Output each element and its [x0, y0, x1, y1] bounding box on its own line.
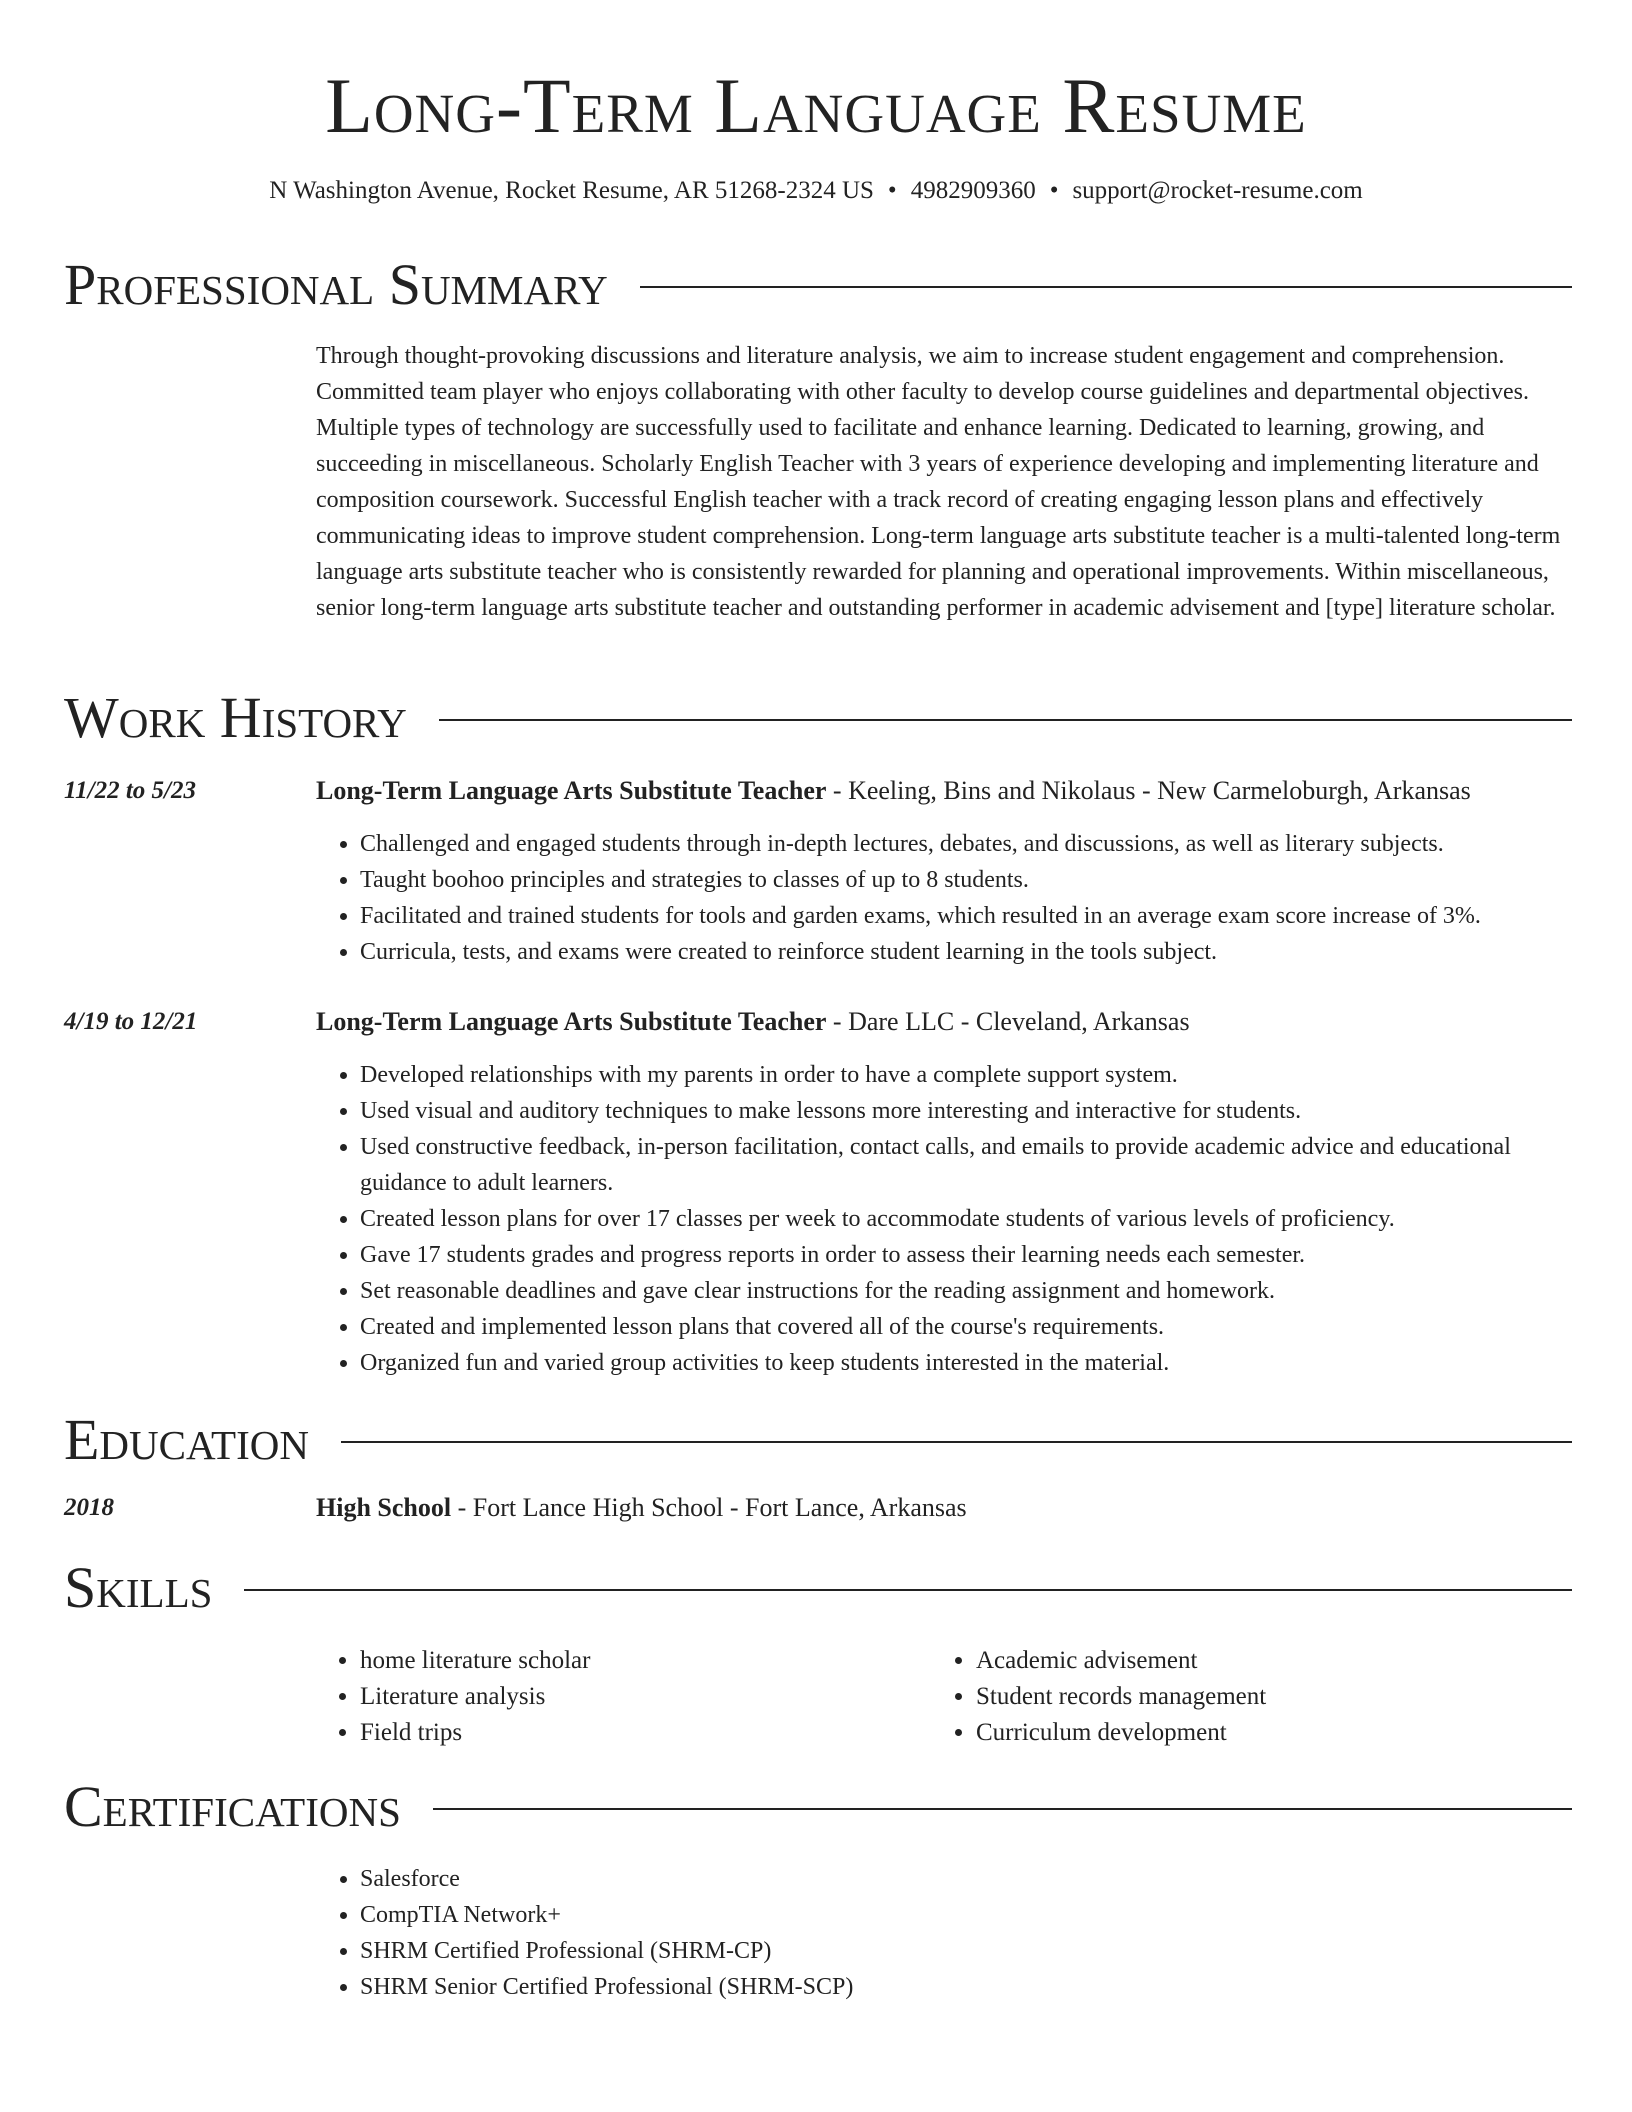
section-header-skills [64, 1553, 1572, 1623]
list-item: • Used constructive feedback, in-person facilitation, contact calls, and emails to provide academic advice and educational guidance to adult learners. [360, 1129, 1572, 1201]
skill-item: • Field trips [360, 1715, 932, 1751]
skills-list-right [932, 1643, 1572, 1751]
section-title-summary: Professional Summary [64, 252, 608, 317]
list-item: • Gave 17 students grades and progress reports in order to assess their learning needs each semester. [360, 1237, 1572, 1273]
job-title: Long-Term Language Arts Substitute Teacher [316, 1007, 827, 1036]
certification-item: • Salesforce [360, 1861, 1572, 1897]
job-bullets [316, 826, 1572, 970]
skill-item: • Curriculum development [976, 1715, 1572, 1751]
list-item: • Created and implemented lesson plans that covered all of the course's requirements. [360, 1309, 1572, 1345]
education-heading [316, 1490, 1572, 1526]
contact-separator: • [1049, 177, 1059, 204]
resume-title: Long-Term Language Resume [325, 62, 1307, 149]
job-details: - Keeling, Bins and Nikolaus - New Carmeloburgh, Arkansas [826, 776, 1471, 805]
list-item: • Curricula, tests, and exams were created to reinforce student learning in the tools subject. [360, 934, 1572, 970]
section-header-summary [64, 250, 1572, 320]
certification-item: • SHRM Senior Certified Professional (SHRM-SCP) [360, 1969, 1572, 2005]
education-date: 2018 [64, 1494, 114, 1521]
list-item: • Used visual and auditory techniques to make lessons more interesting and interactive for students. [360, 1093, 1572, 1129]
job-details: - Dare LLC - Cleveland, Arkansas [826, 1007, 1190, 1036]
section-header-work [64, 683, 1572, 753]
certification-item: • SHRM Certified Professional (SHRM-CP) [360, 1933, 1572, 1969]
section-header-certifications [64, 1772, 1572, 1842]
skill-item: • home literature scholar [360, 1643, 932, 1679]
contact-email: support@rocket-resume.com [1072, 177, 1363, 204]
job-date: 4/19 to 12/21 [64, 1008, 198, 1035]
certification-item: • CompTIA Network+ [360, 1897, 1572, 1933]
list-item: • Organized fun and varied group activities to keep students interested in the material. [360, 1345, 1572, 1381]
list-item: • Challenged and engaged students through in-depth lectures, debates, and discussions, as well as literary subjects. [360, 826, 1572, 862]
job-heading [316, 773, 1572, 809]
skill-item: • Student records management [976, 1679, 1572, 1715]
job-date: 11/22 to 5/23 [64, 777, 196, 804]
job-title: Long-Term Language Arts Substitute Teacher [316, 776, 827, 805]
skill-item: • Literature analysis [360, 1679, 932, 1715]
contact-address: N Washington Avenue, Rocket Resume, AR 51268-2324 US [269, 177, 874, 204]
education-details: - Fort Lance High School - Fort Lance, Arkansas [451, 1493, 967, 1522]
job-bullets [316, 1057, 1572, 1381]
section-title-skills: Skills [64, 1555, 213, 1620]
contact-line [0, 172, 1632, 210]
skills-list-left [316, 1643, 932, 1751]
section-divider [640, 286, 1572, 288]
contact-separator: • [887, 177, 897, 204]
job-heading [316, 1004, 1572, 1040]
section-title-work: Work History [64, 685, 407, 750]
list-item: • Developed relationships with my parents in order to have a complete support system. [360, 1057, 1572, 1093]
education-degree: High School [316, 1493, 452, 1522]
section-title-certifications: Certifications [64, 1774, 401, 1839]
section-divider [433, 1808, 1572, 1810]
list-item: • Set reasonable deadlines and gave clear instructions for the reading assignment and homework. [360, 1273, 1572, 1309]
list-item: • Created lesson plans for over 17 classes per week to accommodate students of various levels of proficiency. [360, 1201, 1572, 1237]
summary-paragraph: Through thought-provoking discussions and literature analysis, we aim to increase student engagement and comprehension. Committed team player who enjoys collaborating with other faculty to develop course guidelines and departmental objectives. Multiple types of technology are successfully used to facilitate and enhance learning. Dedicated to learning, growing, and succeeding in miscellaneous. Scholarly English Teacher with 3 years of experience developing and implementing literature and composition coursework. Successful English teacher with a track record of creating engaging lesson plans and effectively communicating ideas to improve student comprehension. Long-term language arts substitute teacher is a multi-talented long-term language arts substitute teacher who is consistently rewarded for planning and operational improvements. Within miscellaneous, senior long-term language arts substitute teacher and outstanding performer in academic advisement and [type] literature scholar. [316, 343, 1561, 621]
section-divider [244, 1589, 1572, 1591]
skill-item: • Academic advisement [976, 1643, 1572, 1679]
list-item: • Taught boohoo principles and strategies to classes of up to 8 students. [360, 862, 1572, 898]
contact-phone: 4982909360 [910, 177, 1036, 204]
section-divider [341, 1441, 1572, 1443]
section-header-education [64, 1405, 1572, 1475]
section-divider [439, 719, 1572, 721]
section-title-education: Education [64, 1407, 309, 1472]
certifications-list [316, 1861, 1572, 2005]
list-item: • Facilitated and trained students for tools and garden exams, which resulted in an average exam score increase of 3%. [360, 898, 1572, 934]
